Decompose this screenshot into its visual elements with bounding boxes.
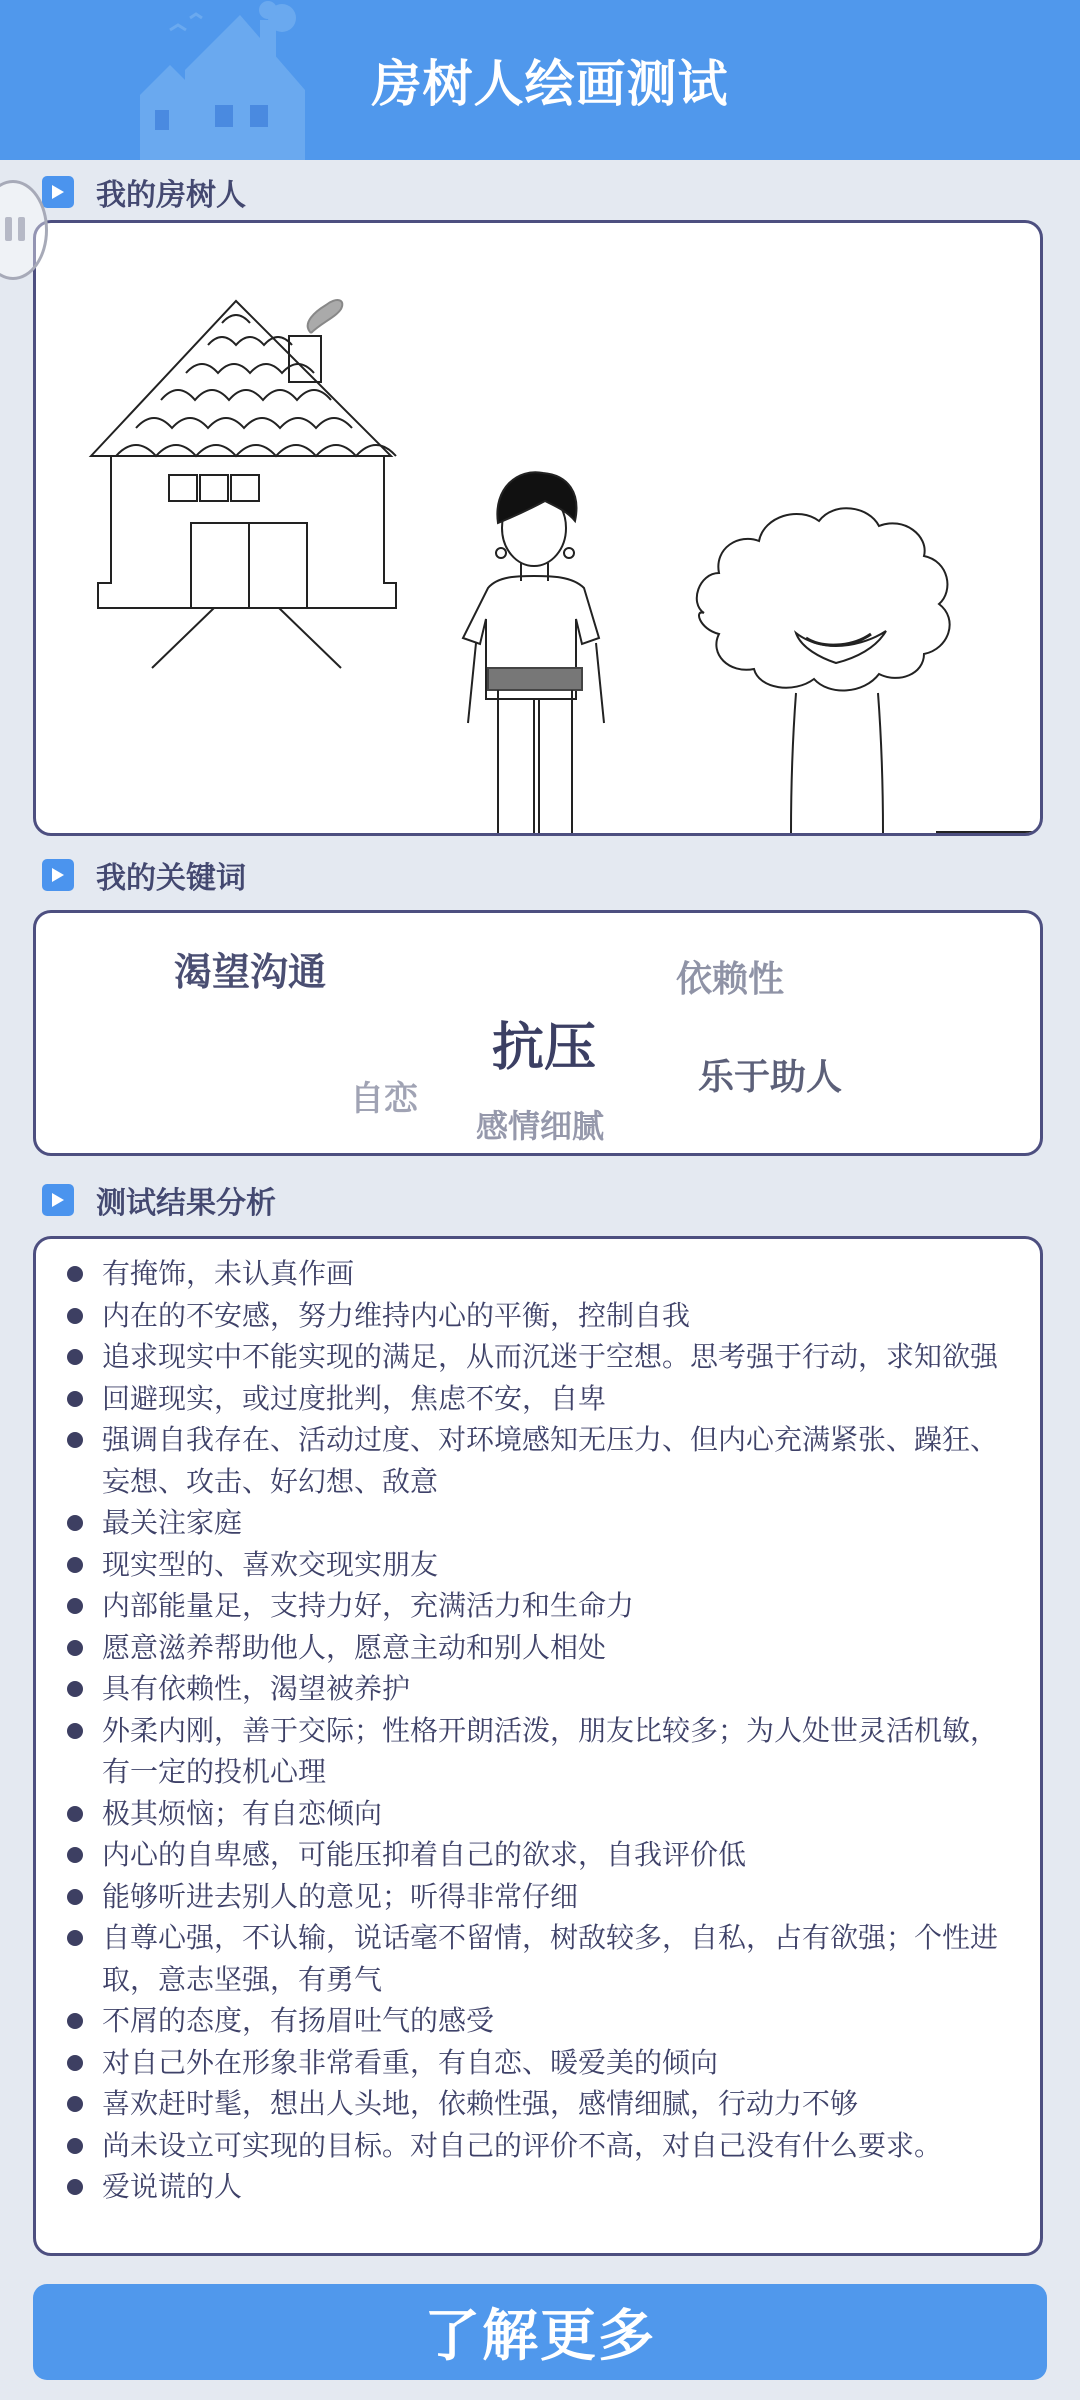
list-item: 强调自我存在、活动过度、对环境感知无压力、但内心充满紧张、躁狂、妄想、攻击、好幻想、敌意 <box>64 1419 1022 1502</box>
pause-icon <box>5 217 12 241</box>
result-list <box>36 1239 1040 2208</box>
list-item: 最关注家庭 <box>64 1502 1022 1544</box>
section-label: 我的房树人 <box>96 178 246 213</box>
keyword: 依赖性 <box>676 959 785 1000</box>
list-item: 爱说谎的人 <box>64 2166 1022 2208</box>
keywords-card <box>33 910 1043 1156</box>
list-item: 尚未设立可实现的目标。对自己的评价不高，对自己没有什么要求。 <box>64 2125 1022 2167</box>
list-item: 极其烦恼；有自恋倾向 <box>64 1793 1022 1835</box>
list-item: 内部能量足，支持力好，充满活力和生命力 <box>64 1585 1022 1627</box>
play-icon <box>42 176 74 208</box>
drawing-card <box>33 220 1043 836</box>
list-item: 自尊心强，不认输，说话毫不留情，树敌较多，自私，占有欲强；个性进取，意志坚强，有勇气 <box>64 1917 1022 2000</box>
house-tree-person-drawing <box>36 223 1040 833</box>
learn-more-button[interactable]: 了解更多 <box>33 2284 1047 2380</box>
app-header <box>0 0 1080 160</box>
list-item: 外柔内刚，善于交际；性格开朗活泼，朋友比较多；为人处世灵活机敏，有一定的投机心理 <box>64 1710 1022 1793</box>
section-title-drawing <box>42 172 246 212</box>
list-item: 有掩饰，未认真作画 <box>64 1253 1022 1295</box>
list-item: 能够听进去别人的意见；听得非常仔细 <box>64 1876 1022 1918</box>
list-item: 愿意滋养帮助他人，愿意主动和别人相处 <box>64 1627 1022 1669</box>
page-title: 房树人绘画测试 <box>371 55 729 113</box>
house-drawing <box>91 300 396 668</box>
list-item: 喜欢赶时髦，想出人头地，依赖性强，感情细腻，行动力不够 <box>64 2083 1022 2125</box>
play-icon <box>42 859 74 891</box>
list-item: 内心的自卑感，可能压抑着自己的欲求，自我评价低 <box>64 1834 1022 1876</box>
keyword: 渴望沟通 <box>174 950 327 994</box>
play-icon <box>42 1184 74 1216</box>
list-item: 追求现实中不能实现的满足，从而沉迷于空想。思考强于行动，求知欲强 <box>64 1336 1022 1378</box>
keyword: 乐于助人 <box>698 1057 843 1098</box>
list-item: 内在的不安感，努力维持内心的平衡，控制自我 <box>64 1295 1022 1337</box>
section-title-keywords <box>42 855 246 895</box>
tree-drawing <box>697 508 1040 833</box>
list-item: 不屑的态度，有扬眉吐气的感受 <box>64 2000 1022 2042</box>
keyword: 自恋 <box>350 1079 418 1119</box>
list-item: 现实型的、喜欢交现实朋友 <box>64 1544 1022 1586</box>
keyword: 抗压 <box>492 1018 597 1078</box>
keyword: 感情细腻 <box>476 1107 605 1145</box>
list-item: 具有依赖性，渴望被养护 <box>64 1668 1022 1710</box>
list-item: 对自己外在形象非常看重，有自恋、暖爱美的倾向 <box>64 2042 1022 2084</box>
person-drawing <box>463 472 604 833</box>
section-label: 测试结果分析 <box>96 1186 276 1221</box>
analysis-card <box>33 1236 1043 2256</box>
section-title-analysis <box>42 1180 276 1220</box>
list-item: 回避现实，或过度批判，焦虑不安，自卑 <box>64 1378 1022 1420</box>
section-label: 我的关键词 <box>96 861 246 896</box>
